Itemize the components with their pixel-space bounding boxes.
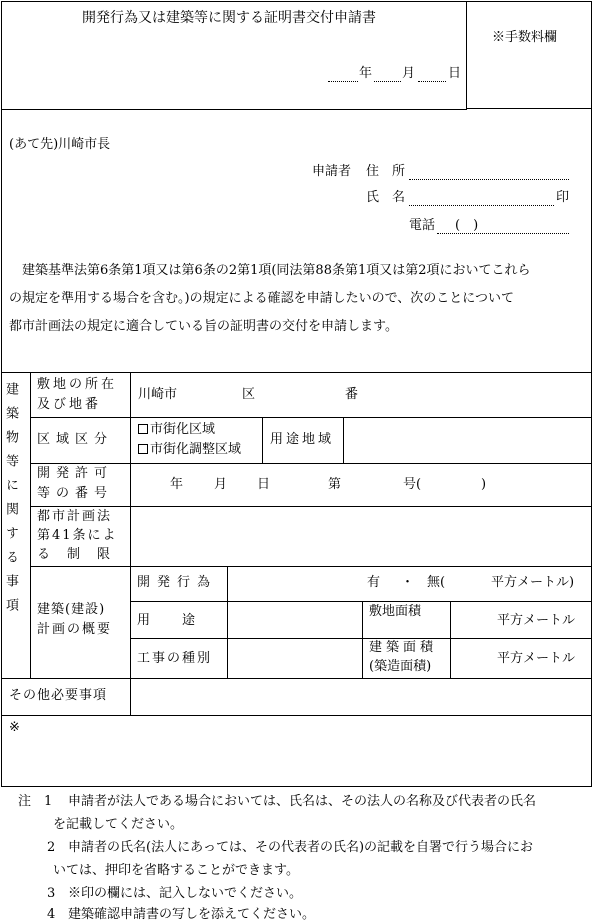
date-day: 日 xyxy=(448,66,462,81)
row-line-2 xyxy=(30,463,592,464)
row-line-4 xyxy=(30,566,592,567)
phone-paren: ( ) xyxy=(455,218,479,233)
col-line-area-value xyxy=(450,601,451,678)
site-label-1: 敷地の所在 xyxy=(37,377,118,392)
fee-box xyxy=(466,1,592,109)
build-area-label-2: (築造面積) xyxy=(369,659,432,674)
permit-dai: 第 xyxy=(328,477,342,492)
dev-act-dot: ・ xyxy=(401,575,415,590)
date-month: 月 xyxy=(402,66,416,81)
body-line-1: 建築基準法第6条第1項又は第6条の2第1項(同法第88条第1項又は第2項においてこれら xyxy=(9,263,531,278)
date-year: 年 xyxy=(359,66,373,81)
site-area-unit: 平方メートル xyxy=(497,613,576,628)
note-1-cont: を記載してください。 xyxy=(53,817,184,832)
col-line-label xyxy=(130,372,131,715)
permit-label-2: 等の番号 xyxy=(37,486,114,501)
checkbox-urban[interactable] xyxy=(138,424,148,434)
dev-act-no: 無( xyxy=(427,575,446,590)
name-label: 氏 名 xyxy=(366,190,406,205)
col-line-sublabel xyxy=(227,566,228,678)
work-type-label: 工事の種別 xyxy=(137,651,213,666)
checkbox-control[interactable] xyxy=(138,444,148,454)
note-2-cont: いては、押印を省略することができます。 xyxy=(53,863,299,878)
form-title: 開発行為又は建築等に関する証明書交付申請書 xyxy=(82,10,376,26)
article41-label-2: 第41条によ xyxy=(37,528,118,543)
applicant-label: 申請者 xyxy=(312,164,352,179)
body-line-2: の規定を準用する場合を含む。)の規定による確認を申請したいので、次のことについて xyxy=(9,291,515,306)
col-line-usezone xyxy=(343,417,344,463)
note-3-num: 3 xyxy=(47,886,56,901)
table-top xyxy=(1,372,592,373)
day-line xyxy=(418,81,446,82)
note-2-num: 2 xyxy=(47,840,56,855)
article41-label-3: る 制 限 xyxy=(37,547,113,562)
col-line-zone xyxy=(262,417,263,463)
body-line-3: 都市計画法の規定に適合している旨の証明書の交付を申請します。 xyxy=(9,319,398,334)
note-2-text: 申請者の氏名(法人にあっては、その代表者の氏名)の記載を自署で行う場合にお xyxy=(68,840,534,855)
col-line-side xyxy=(30,372,31,678)
form-frame xyxy=(1,1,592,787)
zone-label: 区域区分 xyxy=(37,432,114,447)
build-area-unit: 平方メートル xyxy=(497,651,576,666)
row-line-7 xyxy=(1,678,592,679)
site-label-2: 及び地番 xyxy=(37,397,102,412)
zone-option-control[interactable] xyxy=(138,442,241,458)
permit-label-1: 開発許可 xyxy=(37,466,114,481)
zone-option-urban[interactable] xyxy=(138,422,215,438)
row-line-1 xyxy=(30,417,592,418)
note-1-num: 注 1 xyxy=(18,794,53,809)
use-label: 用 途 xyxy=(137,613,198,628)
dev-act-unit: 平方メートル) xyxy=(491,575,575,590)
zone-option-urban-label: 市街化区域 xyxy=(150,422,216,437)
site-area-label: 敷地面積 xyxy=(369,604,422,619)
note-mark: ※ xyxy=(9,720,20,735)
seal-mark: 印 xyxy=(556,190,570,205)
row-line-5 xyxy=(130,601,592,602)
note-3-text: ※印の欄には、記入しないでください。 xyxy=(68,886,303,901)
plan-label-2: 計画の概要 xyxy=(37,622,113,637)
address-line xyxy=(409,179,569,180)
zone-option-control-label: 市街化調整区域 xyxy=(150,442,242,457)
permit-month: 月 xyxy=(214,477,228,492)
phone-line xyxy=(437,233,569,234)
addressee: (あて先)川崎市長 xyxy=(9,137,111,152)
site-city: 川崎市 xyxy=(138,387,178,402)
site-number: 番 xyxy=(345,387,359,402)
row-line-8 xyxy=(1,715,592,716)
dev-act-label: 開発行為 xyxy=(137,575,218,590)
note-4-num: 4 xyxy=(47,907,56,922)
phone-label: 電話 xyxy=(409,218,436,233)
note-4-text: 建築確認申請書の写しを添えてください。 xyxy=(68,907,316,922)
year-line xyxy=(328,81,358,82)
permit-go: 号( xyxy=(403,477,422,492)
other-label: その他必要事項 xyxy=(9,688,108,703)
row-line-3 xyxy=(30,506,592,507)
month-line xyxy=(374,81,401,82)
col-line-area-label xyxy=(362,601,363,678)
permit-year: 年 xyxy=(170,477,184,492)
note-1-text: 申請者が法人である場合においては、氏名は、その法人の名称及び代表者の氏名 xyxy=(68,794,537,809)
article41-label-1: 都市計画法 xyxy=(37,509,113,524)
build-area-label-1: 建築面積 xyxy=(369,640,438,655)
permit-day: 日 xyxy=(257,477,271,492)
plan-label-1: 建築(建設) xyxy=(37,602,106,617)
header-divider xyxy=(1,109,467,110)
side-label: 建築物等に関する事項 xyxy=(3,382,18,622)
permit-close: ) xyxy=(481,477,487,492)
row-line-6 xyxy=(130,638,592,639)
use-zone-label: 用途地域 xyxy=(270,432,335,447)
dev-act-yes: 有 xyxy=(367,575,381,590)
name-line xyxy=(409,205,554,206)
site-ward: 区 xyxy=(242,387,256,402)
fee-label: ※手数料欄 xyxy=(492,30,558,45)
address-label: 住 所 xyxy=(366,164,406,179)
